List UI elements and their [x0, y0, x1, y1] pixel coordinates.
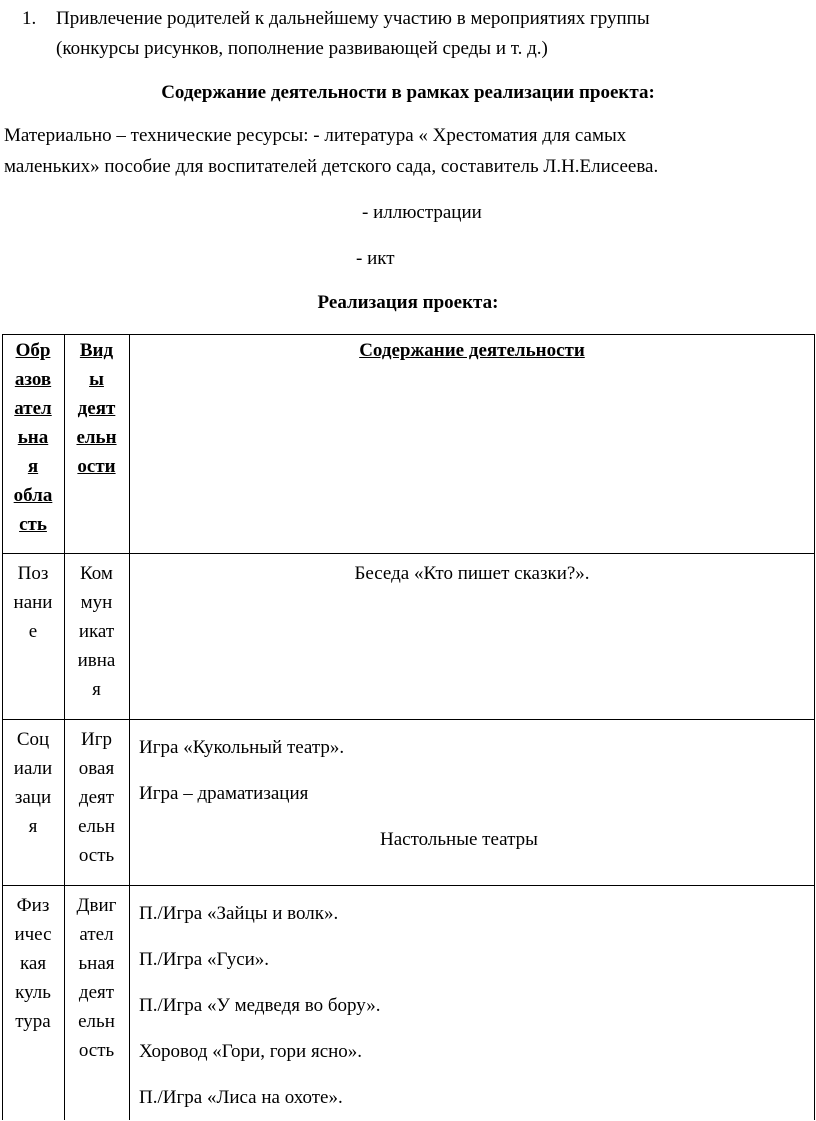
- resources-ict: - икт: [356, 248, 395, 269]
- cell-line: П./Игра «Лиса на охоте».: [139, 1087, 343, 1108]
- cell-line: Игра «Кукольный театр».: [139, 737, 345, 758]
- cell-fragment: Соц: [16, 729, 50, 750]
- table-border: [814, 334, 815, 1120]
- paragraph-line: маленьких» пособие для воспитателей детского сада, составитель Л.Н.Елисеева.: [4, 156, 659, 177]
- header-fragment: ьна: [17, 427, 49, 448]
- cell-fragment: ивна: [77, 650, 116, 671]
- table-row-1-area: [4, 559, 62, 646]
- cell-fragment: ость: [78, 1040, 115, 1061]
- cell-fragment: иали: [13, 758, 53, 779]
- cell-line: П./Игра «Зайцы и волк».: [139, 903, 339, 924]
- cell-fragment: Физ: [16, 895, 50, 916]
- table-border: [2, 334, 815, 335]
- cell-line: Игра – драматизация: [139, 783, 309, 804]
- list-number: 1.: [22, 8, 37, 29]
- cell-fragment: заци: [14, 787, 52, 808]
- table-border: [2, 334, 3, 1120]
- cell-fragment: Ком: [80, 563, 113, 584]
- list-line: (конкурсы рисунков, пополнение развивающей среды и т. д.): [56, 38, 548, 59]
- list-item-text: [56, 4, 650, 64]
- cell-line: П./Игра «Гуси».: [139, 949, 270, 970]
- table-border: [2, 719, 815, 720]
- cell-fragment: е: [28, 621, 38, 642]
- cell-line: Хоровод «Гори, гори ясно».: [139, 1041, 363, 1062]
- cell-line: Настольные театры: [380, 829, 538, 850]
- table-row-3-activity: [66, 891, 127, 1065]
- table-border: [2, 553, 815, 554]
- cell-fragment: тура: [15, 1011, 51, 1032]
- header-fragment: деят: [77, 398, 116, 419]
- cell-fragment: я: [92, 679, 101, 700]
- implementation-heading: Реализация проекта:: [317, 292, 499, 313]
- table-row-2-content: [139, 725, 809, 863]
- cell-fragment: ельн: [78, 1011, 115, 1032]
- cell-fragment: я: [28, 816, 38, 837]
- table-row-3-area: [4, 891, 62, 1036]
- paragraph-line: Материально – технические ресурсы: - литература « Хрестоматия для самых: [4, 125, 627, 146]
- section-heading: Содержание деятельности в рамках реализации проекта:: [161, 82, 655, 103]
- table-row-1-content: [130, 559, 814, 588]
- header-fragment: я: [27, 456, 39, 477]
- header-activity-content: Содержание деятельности: [359, 340, 585, 361]
- table-row-2-activity: [66, 725, 127, 870]
- cell-fragment: куль: [15, 982, 51, 1003]
- cell-fragment: Двиг: [76, 895, 117, 916]
- cell-fragment: деят: [78, 982, 115, 1003]
- header-fragment: ельн: [76, 427, 117, 448]
- header-fragment: Вид: [79, 340, 114, 361]
- cell-fragment: ельн: [78, 816, 115, 837]
- resources-paragraph: [4, 120, 804, 182]
- resources-illustrations: - иллюстрации: [362, 202, 482, 223]
- table-border: [64, 334, 65, 1120]
- table-border: [129, 334, 130, 1120]
- cell-fragment: ость: [78, 845, 115, 866]
- cell-fragment: деят: [78, 787, 115, 808]
- cell-fragment: овая: [78, 758, 115, 779]
- list-line: Привлечение родителей к дальнейшему участию в мероприятиях группы: [56, 8, 650, 29]
- table-row-2-area: [4, 725, 62, 841]
- header-fragment: ы: [89, 369, 104, 390]
- cell-fragment: икат: [78, 621, 115, 642]
- header-fragment: ости: [77, 456, 116, 477]
- header-activity-types: [66, 336, 127, 481]
- cell-fragment: ичес: [14, 924, 52, 945]
- cell-line: Беседа «Кто пишет сказки?».: [354, 563, 590, 584]
- cell-fragment: кая: [19, 953, 47, 974]
- header-fragment: ател: [14, 398, 52, 419]
- cell-fragment: Игр: [80, 729, 112, 750]
- table-row-3-content: [139, 891, 809, 1121]
- cell-line: П./Игра «У медведя во бору».: [139, 995, 381, 1016]
- table-row-1-activity: [66, 559, 127, 704]
- cell-fragment: Поз: [17, 563, 49, 584]
- cell-fragment: ател: [79, 924, 114, 945]
- header-fragment: Обр: [15, 340, 51, 361]
- header-fragment: обла: [13, 485, 53, 506]
- table-border: [2, 885, 815, 886]
- cell-fragment: ьная: [78, 953, 115, 974]
- header-fragment: азов: [14, 369, 52, 390]
- header-fragment: сть: [19, 514, 47, 535]
- cell-fragment: нани: [13, 592, 53, 613]
- header-educational-area: [4, 336, 62, 539]
- cell-fragment: мун: [80, 592, 113, 613]
